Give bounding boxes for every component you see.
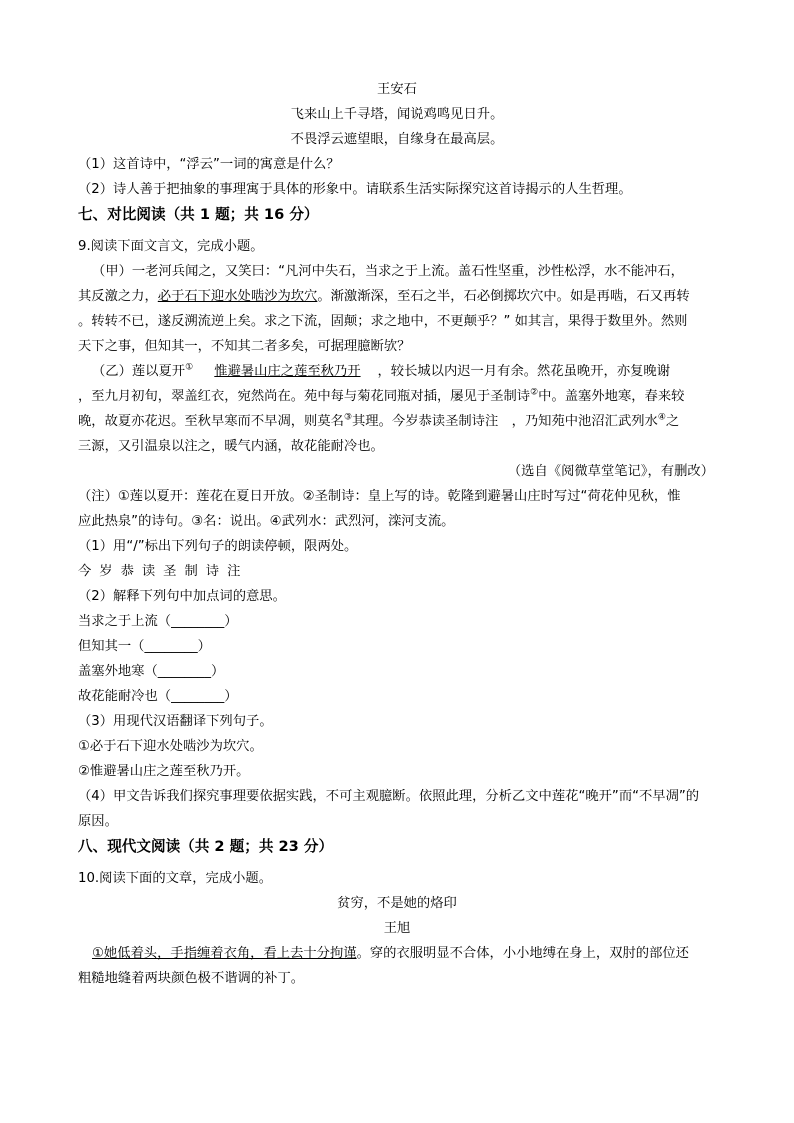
passage-text: 其理。今岁恭读圣制诗注 ，乃知苑中池沼汇武列水 xyxy=(352,414,658,429)
article-title: 贫穷，不是她的烙印 xyxy=(337,896,457,911)
passage-line: 天下之事，但知其一，不知其二者多矣，可据理臆断欤？ xyxy=(78,339,411,354)
annotation-line: （注）①莲以夏开：莲花在夏日开放。②圣制诗：皇上写的诗。乾隆到避暑山庄时写过“荷花仲见秋，惟 xyxy=(78,489,681,504)
passage-line xyxy=(78,413,679,431)
annotation-line: 应此热泉”的诗句。③名：说出。④武列水：武烈河，滦河支流。 xyxy=(78,514,455,529)
translation-item: ①必于石下迎水处啮沙为坎穴。 xyxy=(78,739,263,754)
footnote-marker: ③ xyxy=(343,412,353,423)
pause-sentence: 今岁恭读圣制诗注 xyxy=(78,564,249,579)
question: （2）解释下列句中加点词的意思。 xyxy=(78,589,286,604)
passage-text: 中。盖塞外地寒，春来较 xyxy=(538,389,685,404)
section-heading: 八、现代文阅读（共 2 题；共 23 分） xyxy=(78,838,334,855)
passage-text: 。穿的衣服明显不合体，小小地缚在身上，双肘的部位还 xyxy=(356,946,689,961)
answer-blank-item[interactable]: 盖塞外地寒（________） xyxy=(78,664,225,679)
passage-text: ，较长城以内迟一月有余。然花虽晚开，亦复晚谢 xyxy=(377,364,671,379)
answer-blank-item[interactable]: 故花能耐冷也（________） xyxy=(78,689,238,704)
section-heading: 七、对比阅读（共 1 题；共 16 分） xyxy=(78,206,319,223)
underlined-sentence: ①她低着头，手指缠着衣角，看上去十分拘谨 xyxy=(92,946,357,961)
answer-blank-item[interactable]: 当求之于上流（________） xyxy=(78,614,238,629)
question: （3）用现代汉语翻译下列句子。 xyxy=(78,714,273,729)
question: （2）诗人善于把抽象的事理寓于具体的形象中。请联系生活实际探究这首诗揭示的人生哲理。 xyxy=(78,182,632,197)
question: （1）这首诗中，“浮云”一词的寓意是什么？ xyxy=(78,157,340,172)
passage-text: 之 xyxy=(665,414,680,429)
passage-line xyxy=(78,288,690,306)
passage-text: ，至九月初旬，翠盖红衣，宛然尚在。苑中每与菊花同瓶对插，屡见于圣制诗 xyxy=(78,389,531,404)
passage-line: 。转转不已，遂反溯流逆上矣。求之下流，固颠；求之地中，不更颠乎？” 如其言，果得于数里外。然则 xyxy=(78,314,688,329)
footnote-marker: ① xyxy=(185,362,194,373)
underlined-sentence: 必于石下迎水处啮沙为坎穴 xyxy=(157,289,318,304)
answer-blank-item[interactable]: 但知其一（________） xyxy=(78,639,211,654)
passage-text: 其反激之力， xyxy=(78,289,158,304)
passage-text: （乙）莲以夏开 xyxy=(92,364,186,379)
passage-line xyxy=(92,363,670,381)
passage-text: 。渐激渐深，至石之半，石必倒掷坎穴中。如是再啮，石又再转 xyxy=(317,289,690,304)
poem-line: 飞来山上千寻塔，闻说鸡鸣见日升。 xyxy=(290,107,504,122)
translation-item: ②惟避暑山庄之莲至秋乃开。 xyxy=(78,764,250,779)
question-intro: 9.阅读下面文言文，完成小题。 xyxy=(78,239,264,254)
article-paragraph-line xyxy=(92,945,689,963)
footnote-marker: ④ xyxy=(657,412,666,423)
underlined-sentence: 惟避暑山庄之莲至秋乃开 xyxy=(214,364,361,379)
source-citation: （选自《阅微草堂笔记》，有删改） xyxy=(507,464,714,479)
footnote-marker: ② xyxy=(530,387,539,398)
passage-line: （甲）一老河兵闻之，又笑曰：“凡河中失石，当求之于上流。盖石性坚重，沙性松浮，水不能冲石， xyxy=(92,264,684,279)
passage-line: 三源，又引温泉以注之，暖气内涵，故花能耐冷也。 xyxy=(78,439,384,454)
poem-author: 王安石 xyxy=(377,82,417,97)
question: 原因。 xyxy=(78,814,118,829)
article-author: 王旭 xyxy=(383,921,411,936)
question-intro: 10.阅读下面的文章，完成小题。 xyxy=(78,871,273,886)
passage-text: 晚，故夏亦花迟。至秋早寒而不早凋，则莫名 xyxy=(78,414,344,429)
article-paragraph-line: 粗糙地缝着两块颜色极不谐调的补丁。 xyxy=(78,971,305,986)
poem-line: 不畏浮云遮望眼，自缘身在最高层。 xyxy=(290,132,504,147)
question: （1）用“/”标出下列句子的朗读停顿，限两处。 xyxy=(78,539,358,554)
passage-line xyxy=(78,388,684,406)
question: （4）甲文告诉我们探究事理要依据实践，不可主观臆断。依照此理，分析乙文中莲花“晚开”而“不早凋”的 xyxy=(78,789,700,804)
